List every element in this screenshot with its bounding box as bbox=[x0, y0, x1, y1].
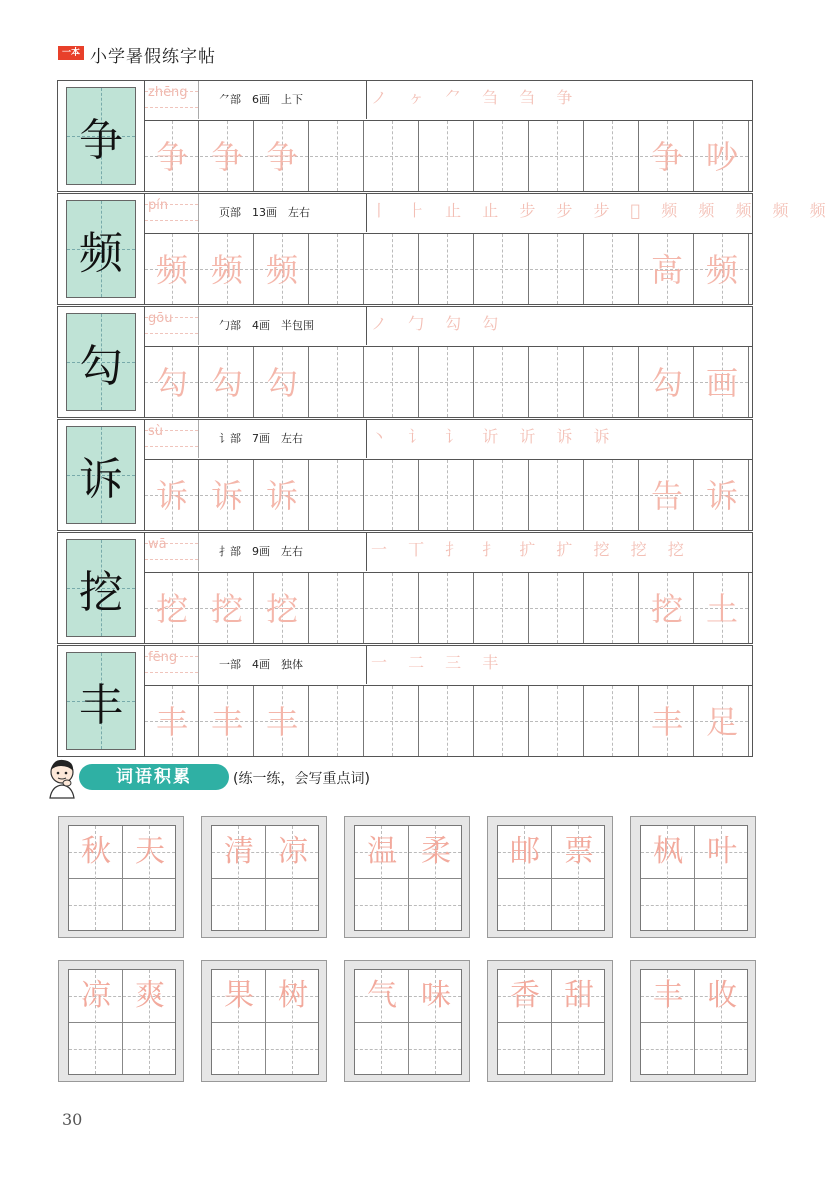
radical-stroke-info: ⺈部 6画 上下 bbox=[199, 81, 367, 119]
word-char: 枫 bbox=[653, 834, 683, 869]
writing-cell[interactable] bbox=[310, 460, 364, 530]
word-char: 票 bbox=[564, 834, 594, 869]
writing-cell[interactable] bbox=[420, 347, 474, 417]
word-box bbox=[58, 816, 184, 938]
stroke-order: 一 二 三 丰 bbox=[371, 653, 507, 672]
radical-stroke-info: 页部 13画 左右 bbox=[199, 194, 367, 232]
word-writing-grid[interactable] bbox=[497, 969, 605, 1075]
word-char: 丰 bbox=[653, 978, 683, 1013]
writing-cell[interactable] bbox=[420, 234, 474, 304]
word-writing-grid[interactable] bbox=[68, 825, 176, 931]
writing-cell[interactable] bbox=[310, 347, 364, 417]
writing-grid bbox=[144, 347, 752, 417]
word-writing-grid[interactable] bbox=[211, 969, 319, 1075]
info-row bbox=[144, 307, 752, 347]
model-character-cell bbox=[66, 200, 136, 298]
writing-cell[interactable] bbox=[310, 686, 364, 756]
word-box bbox=[487, 960, 613, 1082]
writing-grid bbox=[144, 234, 752, 304]
word-character: 吵 bbox=[705, 138, 738, 176]
writing-cell[interactable] bbox=[530, 121, 584, 191]
trace-character: 诉 bbox=[155, 477, 188, 515]
writing-cell[interactable] bbox=[530, 234, 584, 304]
word-writing-grid[interactable] bbox=[68, 969, 176, 1075]
writing-cell[interactable] bbox=[585, 686, 639, 756]
model-character: 争 bbox=[79, 115, 123, 166]
word-box bbox=[344, 960, 470, 1082]
word-writing-grid[interactable] bbox=[640, 825, 748, 931]
pinyin-text: zhēng bbox=[148, 85, 188, 100]
word-writing-grid[interactable] bbox=[640, 969, 748, 1075]
trace-character: 挖 bbox=[210, 590, 243, 628]
stroke-order: 一 丅 扌 扌 扩 扩 挖 挖 挖 bbox=[371, 540, 692, 559]
word-character: 告 bbox=[650, 477, 683, 515]
pinyin bbox=[145, 81, 199, 119]
writing-cell[interactable] bbox=[530, 347, 584, 417]
word-writing-grid[interactable] bbox=[354, 969, 462, 1075]
word-box bbox=[201, 816, 327, 938]
writing-cell[interactable] bbox=[310, 573, 364, 643]
info-row bbox=[144, 81, 752, 121]
model-character: 频 bbox=[79, 228, 123, 279]
model-character-cell bbox=[66, 652, 136, 750]
stroke-order: ノ ヶ ⺈ 刍 刍 争 bbox=[371, 88, 581, 107]
writing-cell[interactable] bbox=[365, 347, 419, 417]
word-char: 香 bbox=[510, 978, 540, 1013]
writing-cell[interactable] bbox=[530, 573, 584, 643]
writing-cell[interactable] bbox=[585, 234, 639, 304]
writing-cell[interactable] bbox=[530, 460, 584, 530]
writing-cell[interactable] bbox=[585, 573, 639, 643]
writing-cell[interactable] bbox=[420, 686, 474, 756]
pinyin bbox=[145, 646, 199, 684]
word-box bbox=[630, 816, 756, 938]
writing-cell[interactable] bbox=[475, 460, 529, 530]
model-character-cell bbox=[66, 539, 136, 637]
writing-grid bbox=[144, 121, 752, 191]
word-char: 温 bbox=[367, 834, 397, 869]
writing-cell[interactable] bbox=[475, 686, 529, 756]
radical-stroke-info: 讠部 7画 左右 bbox=[199, 420, 367, 458]
trace-character: 争 bbox=[265, 138, 298, 176]
trace-character: 频 bbox=[265, 251, 298, 289]
writing-grid bbox=[144, 573, 752, 643]
trace-character: 勾 bbox=[265, 364, 298, 402]
word-character: 频 bbox=[705, 251, 738, 289]
word-box bbox=[58, 960, 184, 1082]
trace-character: 频 bbox=[155, 251, 188, 289]
pinyin-text: gōu bbox=[148, 311, 173, 326]
writing-cell[interactable] bbox=[310, 121, 364, 191]
writing-cell[interactable] bbox=[420, 460, 474, 530]
word-box bbox=[201, 960, 327, 1082]
writing-cell[interactable] bbox=[420, 121, 474, 191]
writing-cell[interactable] bbox=[420, 573, 474, 643]
word-char: 凉 bbox=[81, 978, 111, 1013]
writing-cell[interactable] bbox=[365, 686, 419, 756]
pinyin bbox=[145, 307, 199, 345]
character-block bbox=[57, 193, 834, 305]
info-row bbox=[144, 194, 834, 234]
writing-cell[interactable] bbox=[365, 573, 419, 643]
word-char: 天 bbox=[135, 834, 165, 869]
word-character: 土 bbox=[705, 590, 738, 628]
page-number: 30 bbox=[62, 1110, 83, 1129]
word-writing-grid[interactable] bbox=[354, 825, 462, 931]
word-char: 爽 bbox=[135, 978, 165, 1013]
radical-stroke-info: 一部 4画 独体 bbox=[199, 646, 367, 684]
word-char: 气 bbox=[367, 978, 397, 1013]
trace-character: 争 bbox=[210, 138, 243, 176]
writing-grid bbox=[144, 460, 752, 530]
radical-stroke-info: 勹部 4画 半包围 bbox=[199, 307, 367, 345]
word-char: 清 bbox=[224, 834, 254, 869]
writing-cell[interactable] bbox=[365, 121, 419, 191]
trace-character: 丰 bbox=[155, 703, 188, 741]
trace-character: 诉 bbox=[210, 477, 243, 515]
trace-character: 诉 bbox=[265, 477, 298, 515]
word-character: 挖 bbox=[650, 590, 683, 628]
writing-cell[interactable] bbox=[310, 234, 364, 304]
trace-character: 勾 bbox=[210, 364, 243, 402]
word-character: 勾 bbox=[650, 364, 683, 402]
boy-thinking-icon bbox=[45, 758, 79, 798]
radical-stroke-info: 扌部 9画 左右 bbox=[199, 533, 367, 571]
writing-cell[interactable] bbox=[365, 234, 419, 304]
trace-character: 丰 bbox=[210, 703, 243, 741]
book-title: 小学暑假练字帖 bbox=[90, 47, 216, 67]
word-char: 邮 bbox=[510, 834, 540, 869]
word-character: 高 bbox=[650, 251, 683, 289]
pinyin bbox=[145, 420, 199, 458]
pinyin-text: pín bbox=[148, 198, 169, 213]
writing-cell[interactable] bbox=[475, 573, 529, 643]
word-character: 足 bbox=[705, 703, 738, 741]
trace-character: 丰 bbox=[265, 703, 298, 741]
word-char: 凉 bbox=[278, 834, 308, 869]
character-block bbox=[57, 419, 753, 531]
word-char: 甜 bbox=[564, 978, 594, 1013]
word-box bbox=[630, 960, 756, 1082]
info-row bbox=[144, 646, 752, 686]
trace-character: 频 bbox=[210, 251, 243, 289]
model-character: 勾 bbox=[79, 341, 123, 392]
info-row bbox=[144, 533, 752, 573]
word-char: 果 bbox=[224, 978, 254, 1013]
stroke-order: 丨 ⺊ 止 止 步 步 步 𬏄 频 频 频 频 频 bbox=[371, 201, 834, 220]
pinyin bbox=[145, 194, 199, 232]
info-row bbox=[144, 420, 752, 460]
word-character: 诉 bbox=[705, 477, 738, 515]
writing-cell[interactable] bbox=[585, 460, 639, 530]
character-block bbox=[57, 306, 753, 418]
word-box bbox=[344, 816, 470, 938]
word-writing-grid[interactable] bbox=[211, 825, 319, 931]
character-block bbox=[57, 645, 753, 757]
writing-cell[interactable] bbox=[475, 234, 529, 304]
trace-character: 挖 bbox=[265, 590, 298, 628]
trace-character: 勾 bbox=[155, 364, 188, 402]
word-char: 叶 bbox=[707, 834, 737, 869]
section-title: 词语积累 bbox=[79, 764, 229, 790]
word-character: 画 bbox=[705, 364, 738, 402]
word-character: 丰 bbox=[650, 703, 683, 741]
writing-cell[interactable] bbox=[365, 460, 419, 530]
writing-cell[interactable] bbox=[475, 121, 529, 191]
trace-character: 挖 bbox=[155, 590, 188, 628]
writing-cell[interactable] bbox=[585, 347, 639, 417]
word-char: 味 bbox=[421, 978, 451, 1013]
section-note: (练一练，会写重点词) bbox=[233, 771, 370, 787]
character-block bbox=[57, 532, 753, 644]
stroke-order: ノ 勹 勾 勾 bbox=[371, 314, 507, 333]
pinyin-text: sù bbox=[148, 424, 164, 439]
word-character: 争 bbox=[650, 138, 683, 176]
model-character: 丰 bbox=[79, 680, 123, 731]
header-badge: 一本 bbox=[58, 46, 84, 60]
word-box bbox=[487, 816, 613, 938]
word-char: 树 bbox=[278, 978, 308, 1013]
writing-grid bbox=[144, 686, 752, 756]
pinyin-text: wā bbox=[148, 537, 167, 552]
word-char: 收 bbox=[707, 978, 737, 1013]
model-character: 诉 bbox=[79, 454, 123, 505]
word-char: 秋 bbox=[81, 834, 111, 869]
trace-character: 争 bbox=[155, 138, 188, 176]
character-block bbox=[57, 80, 753, 192]
writing-cell[interactable] bbox=[585, 121, 639, 191]
writing-cell[interactable] bbox=[530, 686, 584, 756]
writing-cell[interactable] bbox=[475, 347, 529, 417]
model-character-cell bbox=[66, 87, 136, 185]
word-char: 柔 bbox=[421, 834, 451, 869]
word-writing-grid[interactable] bbox=[497, 825, 605, 931]
stroke-order: 丶 讠 讠 䜣 䜣 诉 诉 bbox=[371, 427, 618, 446]
model-character-cell bbox=[66, 313, 136, 411]
model-character-cell bbox=[66, 426, 136, 524]
pinyin-text: fēng bbox=[148, 650, 178, 665]
pinyin bbox=[145, 533, 199, 571]
model-character: 挖 bbox=[79, 567, 123, 618]
